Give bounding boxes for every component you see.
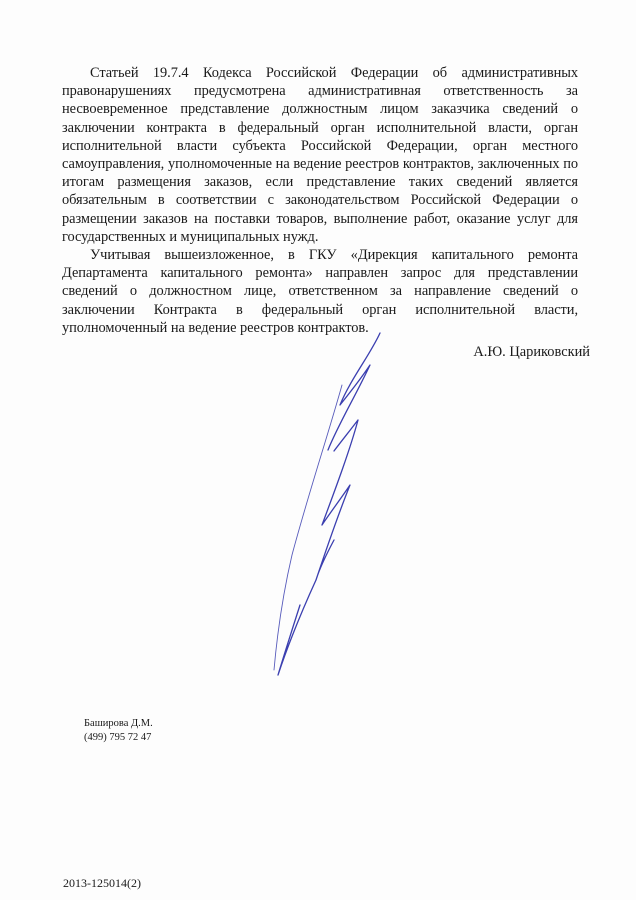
- executor-contact: [84, 717, 153, 744]
- handwritten-signature: [230, 325, 410, 695]
- paragraph-request: Учитывая вышеизложенное, в ГКУ «Дирекция капитального ремонта Департамента капитального ремонта» направлен запрос для представлении сведений о должностном лице, ответственном за направление сведений о заключении Контракта в федеральный орган исполнительной власти, уполномоченный на ведение реестров контрактов.: [62, 247, 578, 336]
- document-number: 2013-125014(2): [63, 876, 141, 890]
- letter-body: [62, 64, 578, 337]
- paragraph-liability: Статьей 19.7.4 Кодекса Российской Федерации об административных правонарушениях предусмотрена административная ответственность за несвоевременное представление должностным лицом заказчика сведений о заключении контракта в федеральный орган исполнительной власти, орган исполнительной власти субъекта Российской Федерации, орган местного самоуправления, уполномоченные на ведение реестров контрактов, заключенных по итогам размещения заказов, если представление таких сведений является обязательным в соответствии с законодательством Российской Федерации о размещении заказов на поставки товаров, выполнение работ, оказание услуг для государственных и муниципальных нужд.: [62, 65, 578, 245]
- executor-name: Баширова Д.М.: [84, 718, 153, 729]
- executor-phone: (499) 795 72 47: [84, 731, 152, 743]
- signer-name: А.Ю. Цариковский: [473, 344, 590, 360]
